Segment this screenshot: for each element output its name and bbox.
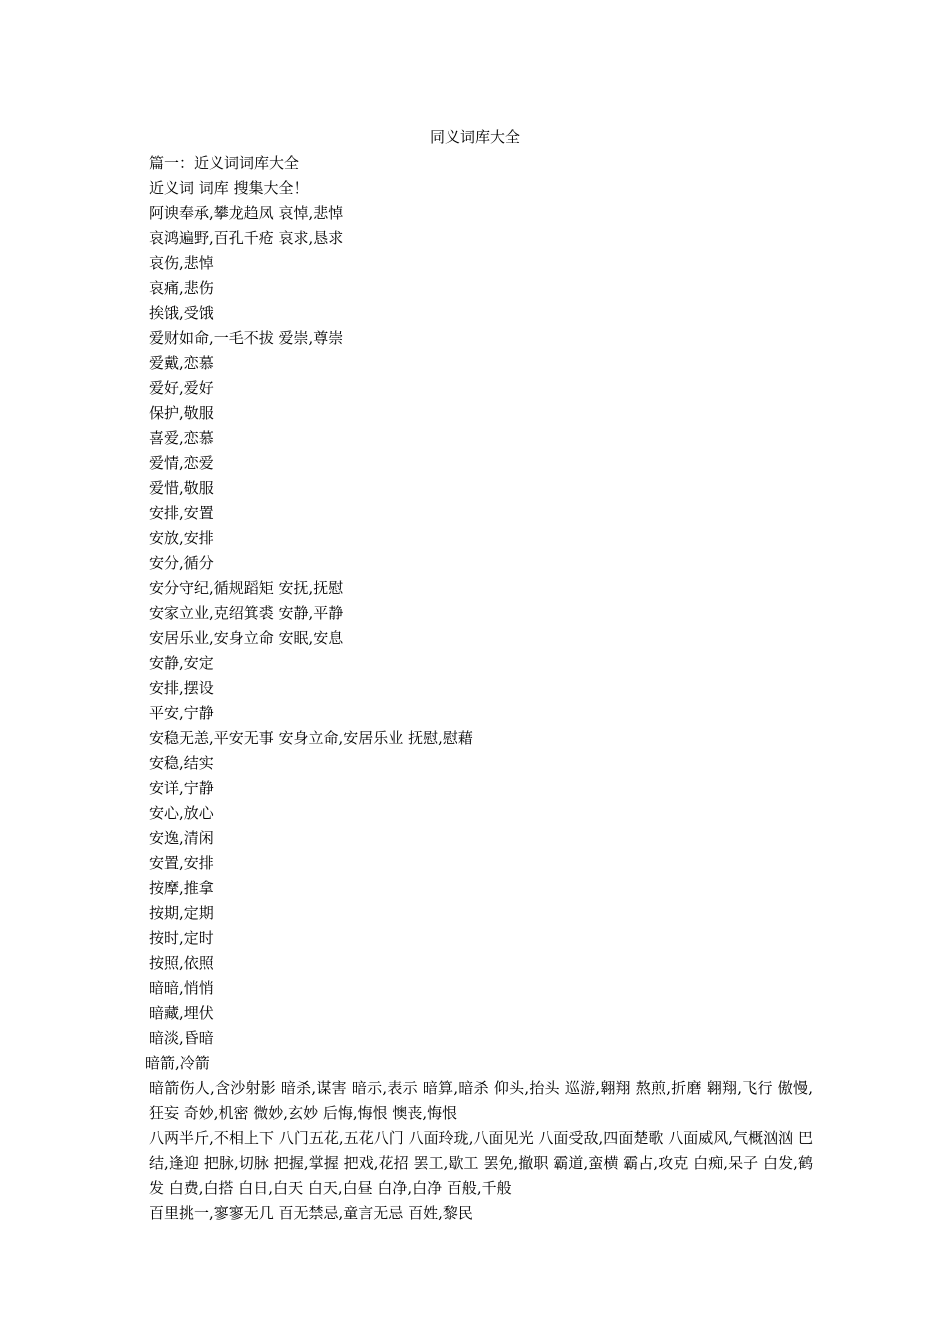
list-item: 暗淡,昏暗 xyxy=(149,1029,214,1047)
document-body xyxy=(145,151,813,1226)
list-item: 暗暗,悄悄 xyxy=(149,979,214,997)
list-item: 爱惜,敬服 xyxy=(149,479,214,497)
list-item: 阿谀奉承,攀龙趋凤 哀悼,悲悼 xyxy=(149,204,344,222)
list-item: 安居乐业,安身立命 安眠,安息 xyxy=(149,629,344,647)
list-item: 安稳,结实 xyxy=(149,754,214,772)
list-item: 安心,放心 xyxy=(149,804,214,822)
list-item: 近义词 词库 搜集大全！ xyxy=(149,179,309,197)
synonym-list xyxy=(145,151,813,1076)
list-item: 哀伤,悲悼 xyxy=(149,254,214,272)
list-item: 安稳无恙,平安无事 安身立命,安居乐业 抚慰,慰藉 xyxy=(149,729,473,747)
list-item: 爱好,爱好 xyxy=(149,379,214,397)
list-item: 按照,依照 xyxy=(149,954,214,972)
list-item: 爱财如命,一毛不拔 爱崇,尊崇 xyxy=(149,329,344,347)
list-item: 喜爱,恋慕 xyxy=(149,429,214,447)
list-item: 安排,安置 xyxy=(149,504,214,522)
list-item: 暗箭,冷箭 xyxy=(145,1054,210,1072)
list-item: 安置,安排 xyxy=(149,854,214,872)
list-item: 安静,安定 xyxy=(149,654,214,672)
synonym-paragraphs xyxy=(145,1076,813,1226)
paragraph: 八两半斤,不相上下 八门五花,五花八门 八面玲珑,八面见光 八面受敌,四面楚歌 八面威风,气概汹汹 巴结,逢迎 把脉,切脉 把握,掌握 把戏,花招 罢工,歇工 罢免,撤职 霸道,蛮横 霸占,攻克 白痴,呆子 白发,鹤发 白费,白搭 白日,白天 白天,白昼 白净,白净 百般,千般 xyxy=(149,1129,813,1197)
list-item: 安分守纪,循规蹈矩 安抚,抚慰 xyxy=(149,579,344,597)
list-item: 暗藏,埋伏 xyxy=(149,1004,214,1022)
list-item: 按期,定期 xyxy=(149,904,214,922)
document-title: 同义词库大全 xyxy=(429,128,520,146)
list-item: 篇一：近义词词库大全 xyxy=(149,154,300,172)
list-item: 安逸,清闲 xyxy=(149,829,214,847)
list-item: 爱戴,恋慕 xyxy=(149,354,214,372)
list-item: 安排,摆设 xyxy=(149,679,214,697)
paragraph: 暗箭伤人,含沙射影 暗杀,谋害 暗示,表示 暗算,暗杀 仰头,抬头 巡游,翱翔 熬煎,折磨 翱翔,飞行 傲慢,狂妄 奇妙,机密 微妙,玄妙 后悔,悔恨 懊丧,悔恨 xyxy=(149,1079,813,1122)
list-item: 哀鸿遍野,百孔千疮 哀求,恳求 xyxy=(149,229,344,247)
list-item: 安家立业,克绍箕裘 安静,平静 xyxy=(149,604,344,622)
list-item: 平安,宁静 xyxy=(149,704,214,722)
list-item: 挨饿,受饿 xyxy=(149,304,214,322)
list-item: 爱情,恋爱 xyxy=(149,454,214,472)
list-item: 安详,宁静 xyxy=(149,779,214,797)
paragraph: 百里挑一,寥寥无几 百无禁忌,童言无忌 百姓,黎民 xyxy=(149,1204,473,1222)
list-item: 安放,安排 xyxy=(149,529,214,547)
list-item: 保护,敬服 xyxy=(149,404,214,422)
list-item: 安分,循分 xyxy=(149,554,214,572)
list-item: 按摩,推拿 xyxy=(149,879,214,897)
list-item: 哀痛,悲伤 xyxy=(149,279,214,297)
list-item: 按时,定时 xyxy=(149,929,214,947)
